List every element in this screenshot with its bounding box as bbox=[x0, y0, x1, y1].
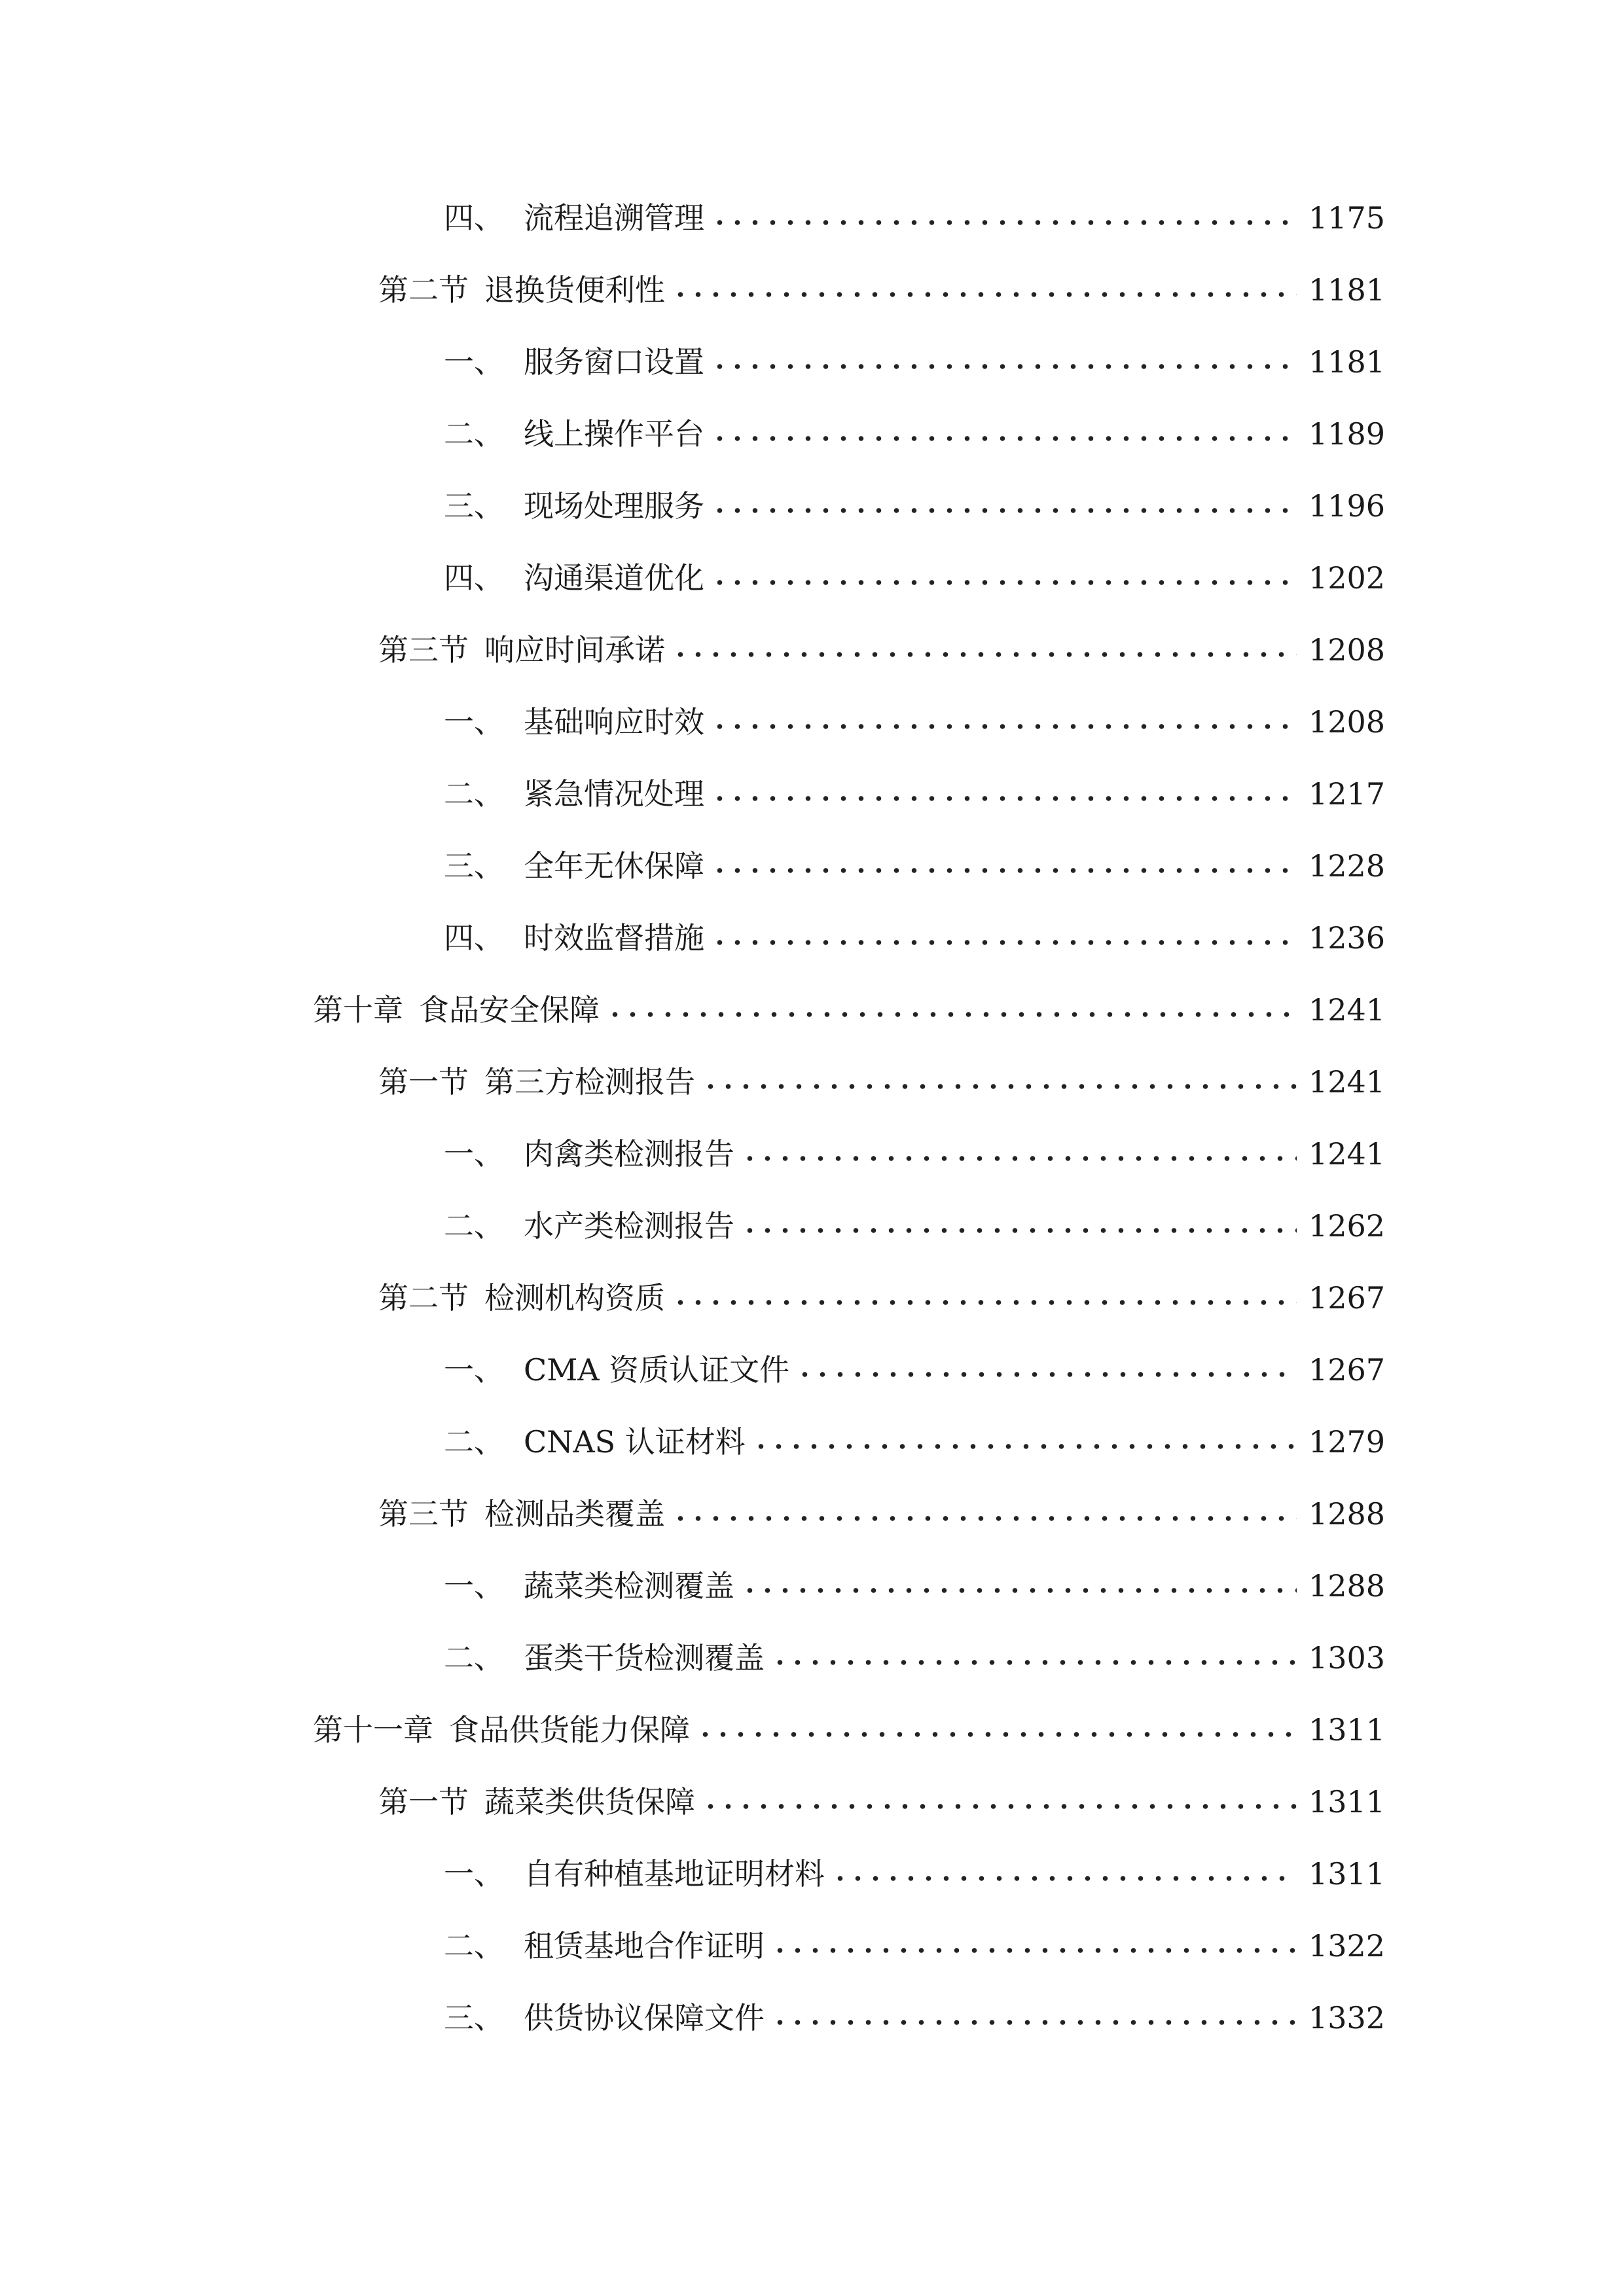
toc-entry-title: 蔬菜类供货保障 bbox=[484, 1784, 695, 1820]
toc-entry-title: 服务窗口设置 bbox=[524, 344, 704, 380]
dot-leader bbox=[711, 507, 1297, 514]
toc-entry[interactable] bbox=[378, 1766, 1386, 1838]
toc-entry[interactable] bbox=[444, 1334, 1386, 1406]
toc-entry-title: CMA 资质认证文件 bbox=[524, 1352, 790, 1388]
toc-entry-title: 肉禽类检测报告 bbox=[524, 1136, 734, 1172]
toc-entry-number: 三、 bbox=[444, 848, 504, 884]
toc-entry-page: 1228 bbox=[1308, 848, 1386, 884]
toc-entry[interactable] bbox=[444, 542, 1386, 614]
toc-entry[interactable] bbox=[444, 830, 1386, 902]
dot-leader bbox=[711, 795, 1297, 802]
toc-entry[interactable] bbox=[378, 1478, 1386, 1550]
dot-leader bbox=[606, 1011, 1297, 1018]
toc-entry-page: 1196 bbox=[1308, 488, 1386, 524]
dot-leader bbox=[702, 1083, 1297, 1090]
dot-leader bbox=[711, 363, 1297, 370]
toc-entry-number: 第一节 bbox=[378, 1064, 469, 1100]
dot-leader bbox=[771, 2018, 1297, 2026]
toc-entry-number: 一、 bbox=[444, 1352, 504, 1388]
dot-leader bbox=[752, 1443, 1297, 1450]
toc-entry-page: 1189 bbox=[1308, 416, 1386, 452]
toc-entry-page: 1208 bbox=[1308, 704, 1386, 740]
toc-entry-title: 自有种植基地证明材料 bbox=[524, 1856, 825, 1892]
toc-entry-page: 1311 bbox=[1308, 1856, 1386, 1892]
toc-entry-page: 1322 bbox=[1308, 1928, 1386, 1964]
toc-entry[interactable] bbox=[444, 1406, 1386, 1478]
toc-entry-title: 水产类检测报告 bbox=[524, 1208, 734, 1244]
toc-entry-page: 1181 bbox=[1308, 272, 1386, 308]
toc-entry-number: 一、 bbox=[444, 1568, 504, 1604]
toc-entry-title: 紧急情况处理 bbox=[524, 776, 704, 812]
toc-entry-page: 1279 bbox=[1308, 1424, 1386, 1460]
toc-entry-page: 1288 bbox=[1308, 1496, 1386, 1532]
toc-entry-page: 1217 bbox=[1308, 776, 1386, 812]
toc-entry-page: 1202 bbox=[1308, 560, 1386, 596]
toc-entry-number: 第三节 bbox=[378, 1496, 469, 1532]
toc-entry-page: 1311 bbox=[1308, 1712, 1386, 1748]
toc-entry-title: 蔬菜类检测覆盖 bbox=[524, 1568, 734, 1604]
dot-leader bbox=[741, 1155, 1297, 1162]
toc-entry-number: 二、 bbox=[444, 1928, 504, 1964]
dot-leader bbox=[672, 291, 1297, 298]
dot-leader bbox=[771, 1946, 1297, 1954]
toc-entry-page: 1181 bbox=[1308, 344, 1386, 380]
toc-entry-number: 二、 bbox=[444, 416, 504, 452]
toc-entry-title: 租赁基地合作证明 bbox=[524, 1928, 765, 1964]
toc-entry-title: 第三方检测报告 bbox=[484, 1064, 695, 1100]
toc-entry-title: 退换货便利性 bbox=[484, 272, 665, 308]
toc-entry[interactable] bbox=[313, 1694, 1386, 1766]
toc-entry-number: 四、 bbox=[444, 920, 504, 956]
dot-leader bbox=[672, 1515, 1297, 1522]
dot-leader bbox=[711, 723, 1297, 730]
toc-entry-title: 食品供货能力保障 bbox=[449, 1712, 690, 1748]
toc-entry-page: 1267 bbox=[1308, 1280, 1386, 1316]
toc-entry-number: 第一节 bbox=[378, 1784, 469, 1820]
toc-entry-number: 二、 bbox=[444, 776, 504, 812]
toc-entry[interactable] bbox=[444, 1982, 1386, 2054]
toc-entry-number: 三、 bbox=[444, 2000, 504, 2036]
dot-leader bbox=[711, 867, 1297, 874]
toc-entry-page: 1236 bbox=[1308, 920, 1386, 956]
toc-entry-title: 检测机构资质 bbox=[484, 1280, 665, 1316]
toc-entry-page: 1262 bbox=[1308, 1208, 1386, 1244]
toc-entry-page: 1288 bbox=[1308, 1568, 1386, 1604]
dot-leader bbox=[711, 435, 1297, 442]
dot-leader bbox=[672, 1299, 1297, 1306]
dot-leader bbox=[702, 1803, 1297, 1810]
dot-leader bbox=[771, 1659, 1297, 1666]
toc-entry-page: 1332 bbox=[1308, 2000, 1386, 2036]
toc-entry-title: 流程追溯管理 bbox=[524, 200, 704, 236]
dot-leader bbox=[711, 939, 1297, 946]
toc-entry-title: 响应时间承诺 bbox=[484, 632, 665, 668]
toc-entry[interactable] bbox=[444, 1910, 1386, 1982]
toc-entry-number: 第二节 bbox=[378, 272, 469, 308]
toc-entry[interactable] bbox=[444, 902, 1386, 974]
toc-entry-number: 二、 bbox=[444, 1424, 504, 1460]
toc-entry-number: 一、 bbox=[444, 344, 504, 380]
toc-entry-page: 1241 bbox=[1308, 1064, 1386, 1100]
toc-entry-title: 沟通渠道优化 bbox=[524, 560, 704, 596]
dot-leader bbox=[741, 1227, 1297, 1234]
toc-entry-number: 一、 bbox=[444, 704, 504, 740]
toc-entry[interactable] bbox=[444, 1190, 1386, 1262]
toc-entry[interactable] bbox=[444, 470, 1386, 542]
toc-entry-number: 第十一章 bbox=[313, 1712, 433, 1748]
toc-entry-number: 第二节 bbox=[378, 1280, 469, 1316]
toc-entry[interactable] bbox=[444, 1838, 1386, 1910]
toc-entry[interactable] bbox=[313, 974, 1386, 1046]
toc-entry-number: 第十章 bbox=[313, 992, 403, 1028]
toc-entry-page: 1208 bbox=[1308, 632, 1386, 668]
toc-entry-number: 二、 bbox=[444, 1640, 504, 1676]
dot-leader bbox=[711, 579, 1297, 586]
toc-entry-page: 1175 bbox=[1308, 200, 1386, 236]
toc-entry-page: 1267 bbox=[1308, 1352, 1386, 1388]
toc-entry-title: 现场处理服务 bbox=[524, 488, 704, 524]
dot-leader bbox=[696, 1731, 1297, 1738]
toc-entry-title: 时效监督措施 bbox=[524, 920, 704, 956]
toc-entry-number: 一、 bbox=[444, 1136, 504, 1172]
toc-entry[interactable] bbox=[444, 398, 1386, 470]
dot-leader bbox=[672, 651, 1297, 658]
toc-entry[interactable] bbox=[444, 758, 1386, 830]
toc-entry-number: 四、 bbox=[444, 200, 504, 236]
toc-entry[interactable] bbox=[444, 326, 1386, 398]
toc-entry-page: 1311 bbox=[1308, 1784, 1386, 1820]
toc-entry-title: 基础响应时效 bbox=[524, 704, 704, 740]
toc-entry-title: 全年无休保障 bbox=[524, 848, 704, 884]
toc-entry-page: 1303 bbox=[1308, 1640, 1386, 1676]
toc-entry-title: 蛋类干货检测覆盖 bbox=[524, 1640, 765, 1676]
toc-entry-title: 食品安全保障 bbox=[419, 992, 600, 1028]
dot-leader bbox=[831, 1874, 1297, 1882]
toc-entry-number: 三、 bbox=[444, 488, 504, 524]
toc-entry-page: 1241 bbox=[1308, 992, 1386, 1028]
toc-entry[interactable] bbox=[444, 1550, 1386, 1622]
toc-entry-number: 四、 bbox=[444, 560, 504, 596]
toc-entry-title: 检测品类覆盖 bbox=[484, 1496, 665, 1532]
toc-entry-number: 第三节 bbox=[378, 632, 469, 668]
toc-entry-number: 一、 bbox=[444, 1856, 504, 1892]
toc-entry[interactable] bbox=[378, 1046, 1386, 1118]
toc-entry-title: 供货协议保障文件 bbox=[524, 2000, 765, 2036]
dot-leader bbox=[796, 1371, 1297, 1378]
toc-entry[interactable] bbox=[444, 1622, 1386, 1694]
toc-entry[interactable] bbox=[378, 1262, 1386, 1334]
toc-entry-page: 1241 bbox=[1308, 1136, 1386, 1172]
toc-entry[interactable] bbox=[444, 686, 1386, 758]
toc-entry[interactable] bbox=[444, 182, 1386, 254]
toc-entry-number: 二、 bbox=[444, 1208, 504, 1244]
toc-entry-title: 线上操作平台 bbox=[524, 416, 704, 452]
dot-leader bbox=[741, 1587, 1297, 1594]
toc-entry[interactable] bbox=[378, 254, 1386, 326]
toc-entry-title: CNAS 认证材料 bbox=[524, 1424, 746, 1460]
toc-entry[interactable] bbox=[378, 614, 1386, 686]
dot-leader bbox=[711, 219, 1297, 226]
toc-entry[interactable] bbox=[444, 1118, 1386, 1190]
